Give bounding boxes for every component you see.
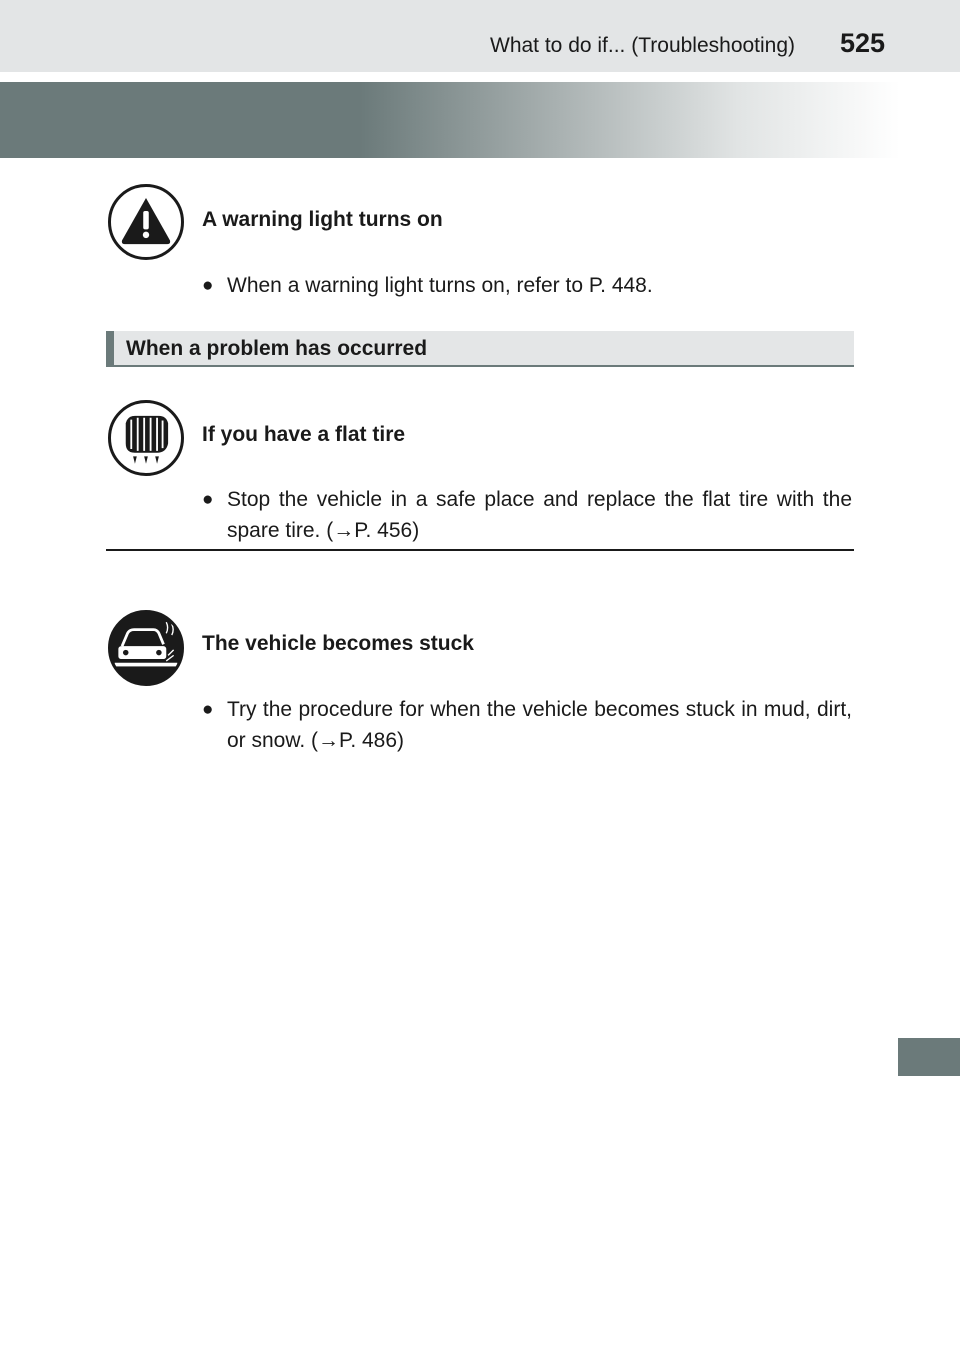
chapter-banner: [0, 82, 900, 158]
item-body-warning-light: [202, 270, 852, 301]
divider: [106, 549, 854, 551]
section-title: What to do if... (Troubleshooting): [490, 34, 796, 57]
stuck-vehicle-icon: [108, 610, 184, 686]
page-number: 525: [840, 28, 886, 58]
section-heading: [106, 331, 854, 367]
item-title-vehicle-stuck: The vehicle becomes stuck: [202, 632, 474, 655]
item-text: Try the procedure for when the vehicle becomes stuck in mud, dirt, or snow. (→P. 486): [227, 698, 852, 752]
item-text: When a warning light turns on, refer to P. 448.: [227, 274, 653, 297]
chapter-tab: [898, 1038, 960, 1076]
item-body-flat-tire: [202, 484, 852, 546]
section-heading-text: When a problem has occurred: [126, 337, 428, 360]
warning-icon: [108, 184, 184, 260]
running-header: [0, 0, 960, 72]
item-text: Stop the vehicle in a safe place and replace the flat tire with the spare tire. (→P. 456): [227, 488, 852, 542]
item-title-warning-light: A warning light turns on: [202, 208, 443, 231]
bullet: ●: [202, 275, 214, 296]
bullet: ●: [202, 489, 214, 510]
bullet: ●: [202, 699, 214, 720]
flat-tire-icon: [108, 400, 184, 476]
item-body-vehicle-stuck: [202, 694, 852, 756]
item-title-flat-tire: If you have a flat tire: [202, 423, 406, 446]
